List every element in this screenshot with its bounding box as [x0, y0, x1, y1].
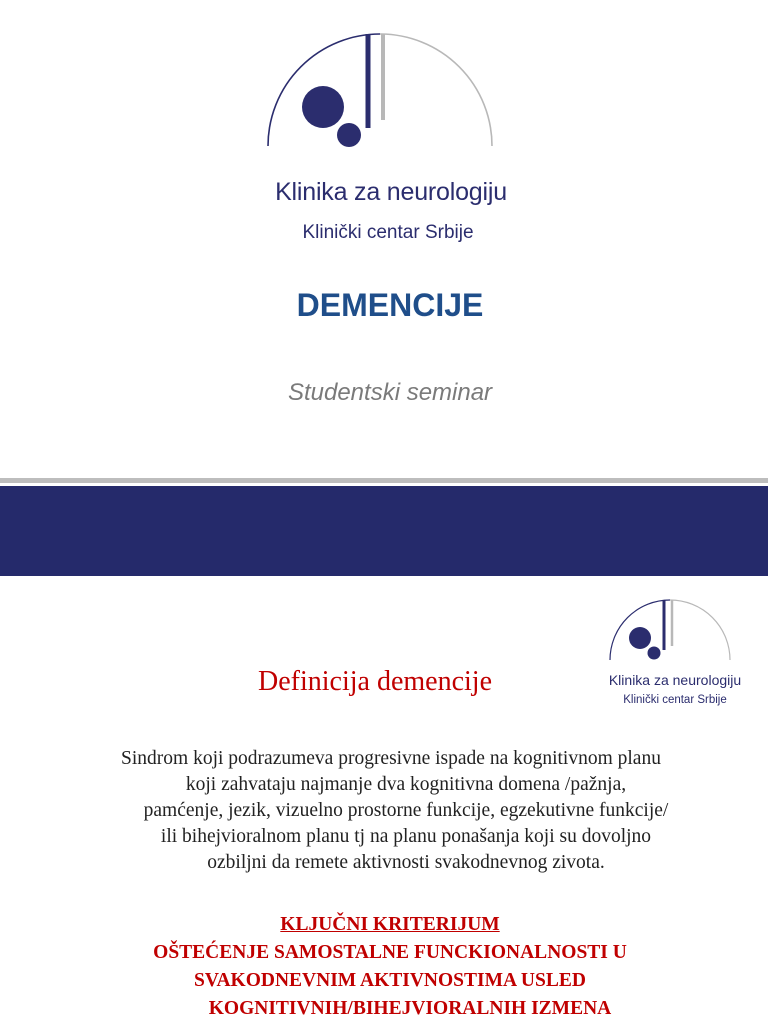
- definition-line: pamćenje, jezik, vizuelno prostorne funkcije, egzekutivne funkcije/: [143, 800, 669, 821]
- clinic-name: Klinika za neurologiju: [275, 178, 507, 206]
- definition-line: ili bihejvioralnom planu tj na planu ponašanja koji su dovoljno: [160, 826, 652, 847]
- clinic-logo-icon: [260, 28, 500, 158]
- slide-subtitle: Studentski seminar: [287, 379, 493, 406]
- clinic-subtitle: Klinički centar Srbije: [623, 694, 727, 706]
- clinic-logo-icon: [606, 596, 736, 666]
- definition-slide: [0, 576, 768, 1024]
- key-criterion-line: OŠTEĆENJE SAMOSTALNE FUNCKIONALNOSTI U: [153, 942, 627, 963]
- definition-title: Definicija demencije: [258, 666, 492, 697]
- title-slide: [0, 0, 768, 478]
- key-criterion: [40, 911, 740, 1023]
- slide-title: DEMENCIJE: [296, 287, 484, 323]
- key-criterion-line: SVAKODNEVNIM AKTIVNOSTIMA USLED: [194, 970, 586, 991]
- navy-band: [0, 486, 768, 576]
- definition-line: Sindrom koji podrazumeva progresivne ispade na kognitivnom planu: [121, 748, 661, 769]
- definition-line: ozbiljni da remete aktivnosti svakodnevnog zivota.: [207, 852, 605, 873]
- definition-line: koji zahvataju najmanje dva kognitivna domena /pažnja,: [185, 774, 627, 795]
- key-criterion-title: KLJUČNI KRITERIJUM: [280, 914, 500, 935]
- definition-text: [56, 746, 726, 876]
- clinic-subtitle: Klinički centar Srbije: [302, 222, 474, 243]
- key-criterion-line: KOGNITIVNIH/BIHEJVIORALNIH IZMENA: [208, 998, 612, 1019]
- clinic-name: Klinika za neurologiju: [608, 672, 742, 688]
